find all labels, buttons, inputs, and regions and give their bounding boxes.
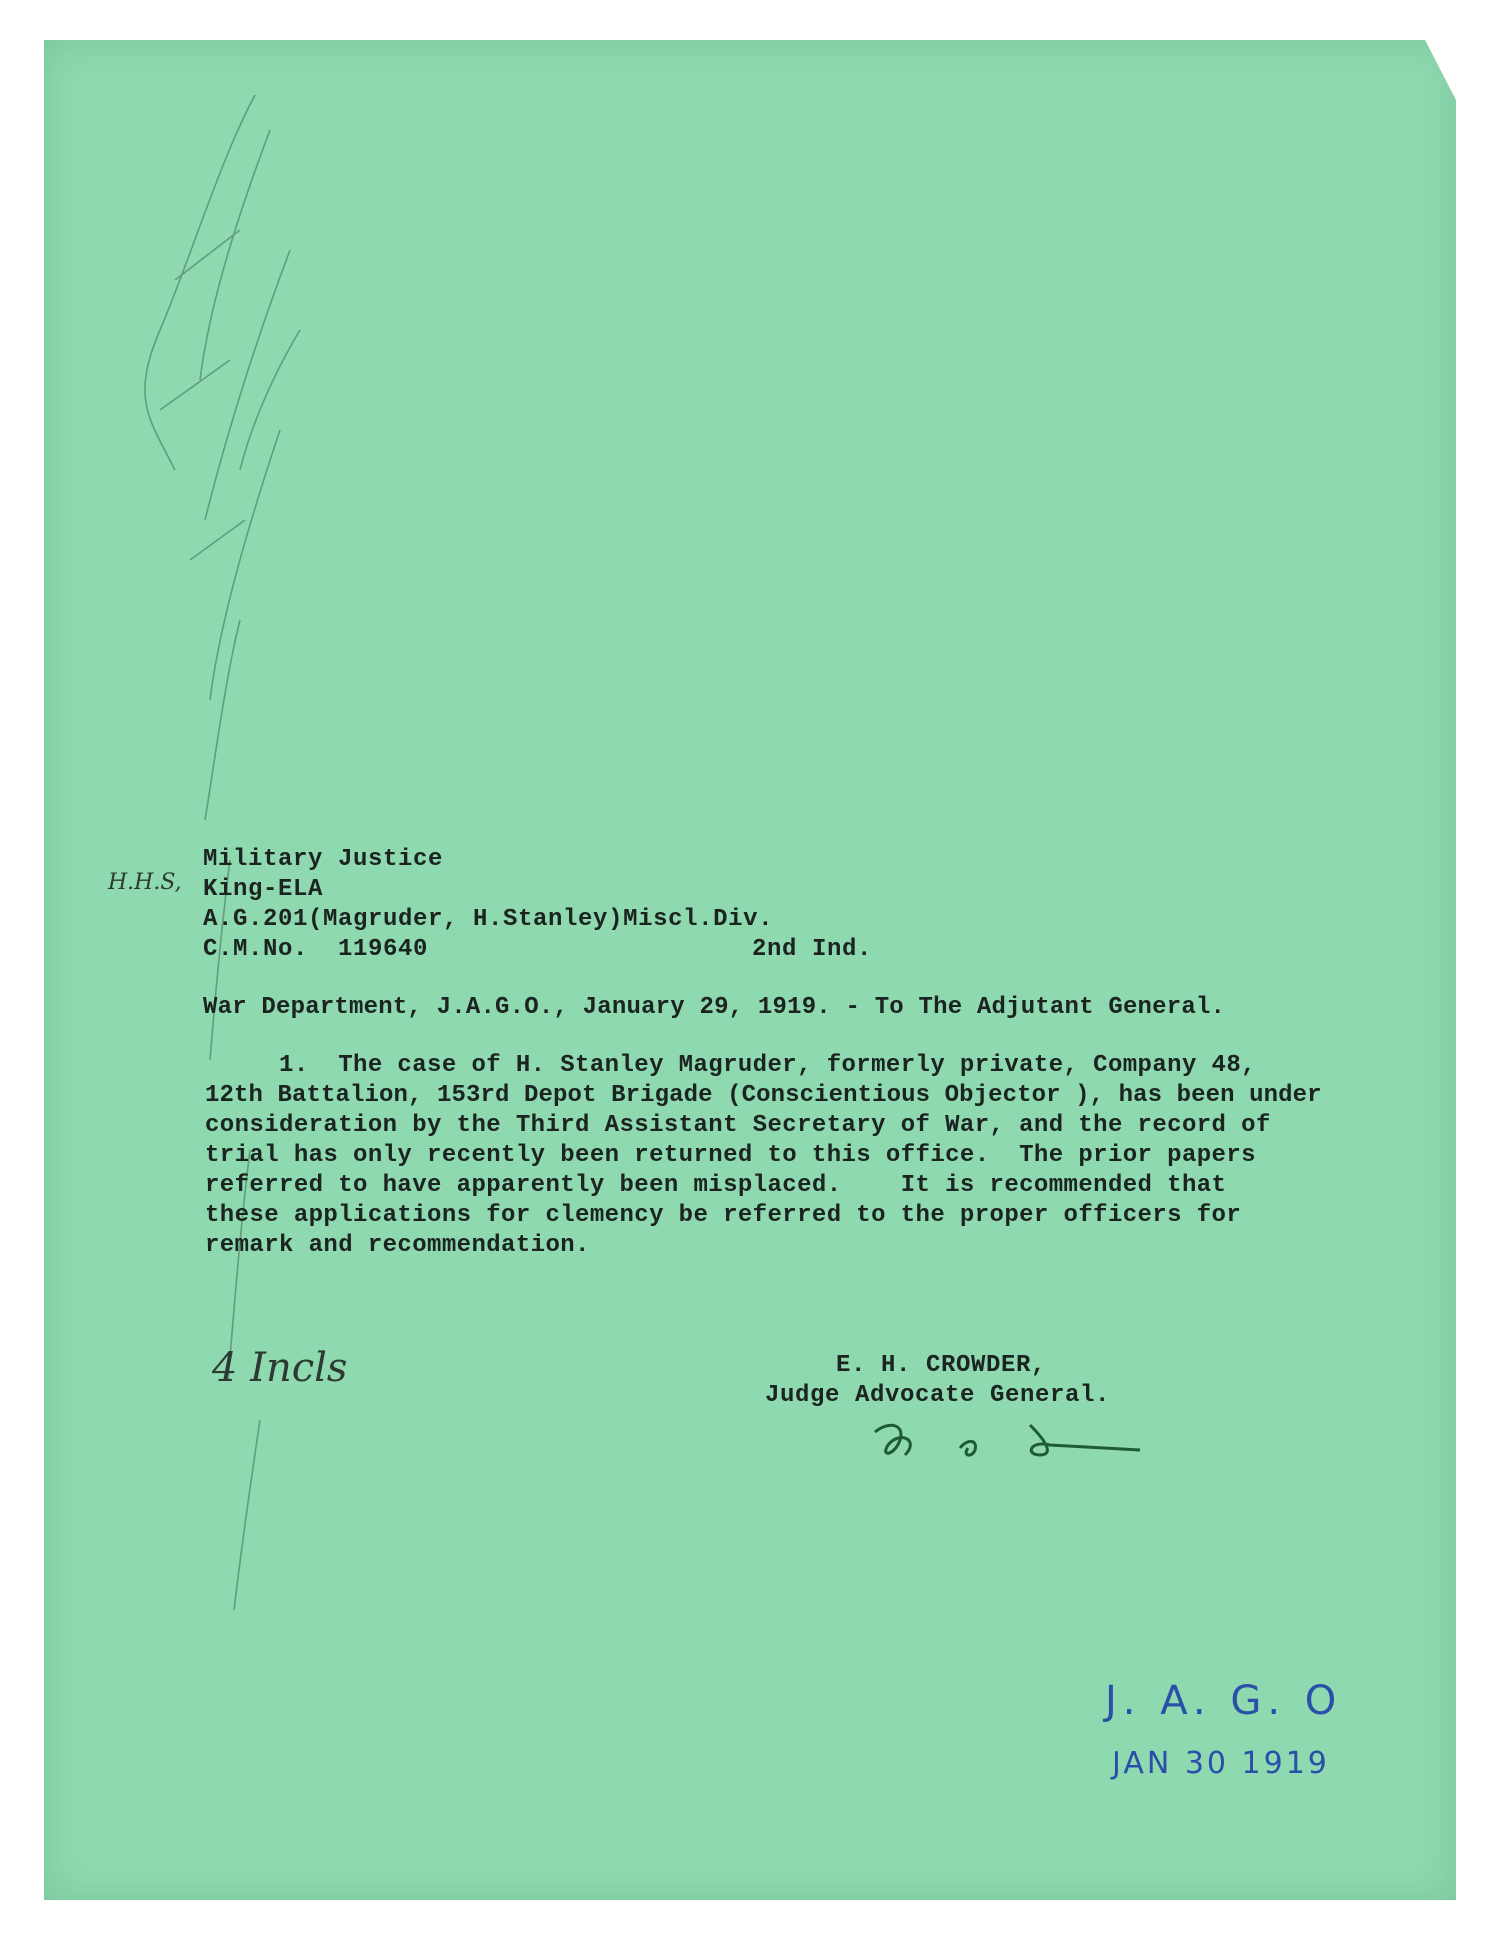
header-indorsement: 2nd Ind. xyxy=(752,936,873,963)
paragraph-line: trial has only recently been returned to this office. The prior papers xyxy=(205,1142,1256,1169)
paragraph-line: these applications for clemency be referred to the proper officers for xyxy=(205,1202,1242,1229)
header-line-king-ela: King-ELA xyxy=(203,876,324,903)
jago-stamp-office: J. A. G. O xyxy=(1105,1678,1343,1724)
subject-line: War Department, J.A.G.O., January 29, 1919. - To The Adjutant General. xyxy=(203,994,1226,1021)
signatory-name: E. H. CROWDER, xyxy=(836,1352,1047,1379)
paragraph-line: referred to have apparently been misplaced. It is recommended that xyxy=(205,1172,1227,1199)
header-line-cm-number: C.M.No. 119640 xyxy=(203,936,429,963)
paragraph-line: 1. The case of H. Stanley Magruder, formerly private, Company 48, xyxy=(205,1052,1256,1079)
header-line-ag-file: A.G.201(Magruder, H.Stanley)Miscl.Div. xyxy=(203,906,774,933)
handwritten-initials: H.H.S, xyxy=(108,870,182,895)
enclosures-note: 4 Incls xyxy=(212,1345,348,1391)
paragraph-line: remark and recommendation. xyxy=(205,1232,590,1259)
signatory-title: Judge Advocate General. xyxy=(765,1382,1111,1409)
header-line-military-justice: Military Justice xyxy=(203,846,444,873)
jago-stamp-date: JAN 30 1919 xyxy=(1112,1746,1330,1781)
paragraph-line: 12th Battalion, 153rd Depot Brigade (Conscientious Objector ), has been under xyxy=(205,1082,1322,1109)
paragraph-line: consideration by the Third Assistant Secretary of War, and the record of xyxy=(205,1112,1271,1139)
